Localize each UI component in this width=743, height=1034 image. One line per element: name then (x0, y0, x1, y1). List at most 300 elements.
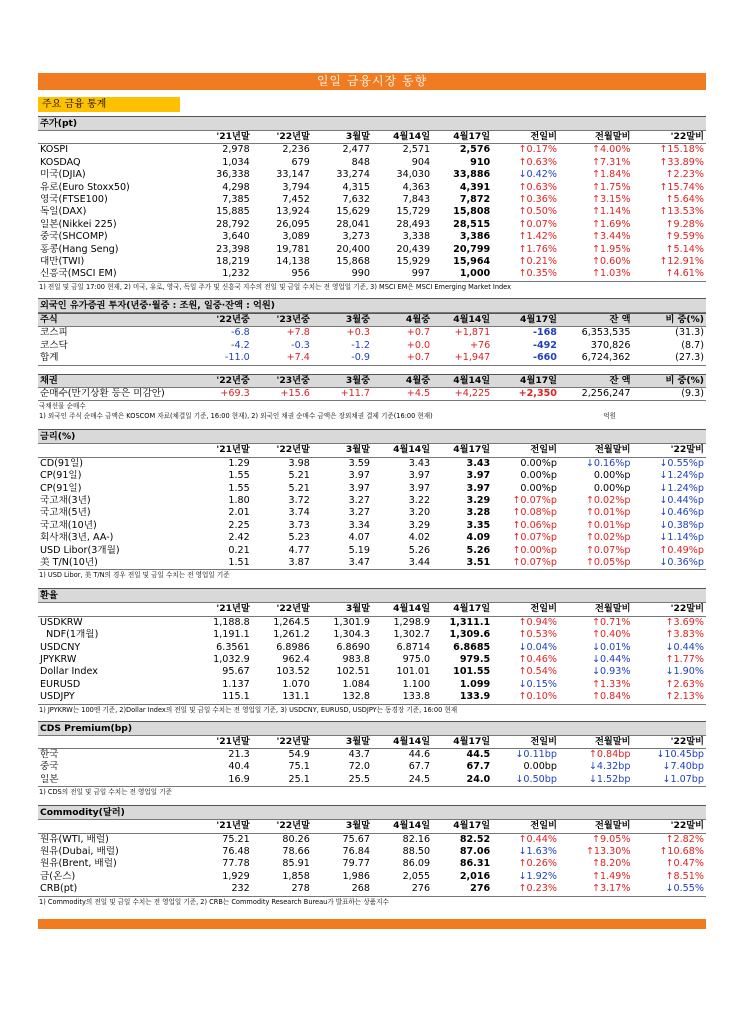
change-cell: ↑2.82% (665, 833, 704, 845)
value-cell: 1.084 (342, 678, 370, 690)
value-cell: +0.7 (372, 352, 432, 365)
table-header-row (38, 374, 706, 387)
value-cell: 23,398 (216, 243, 250, 255)
row-label: 코스피 (40, 327, 68, 339)
column-header: 전일비 (492, 736, 559, 749)
value-cell: 80.26 (282, 833, 310, 845)
column-header: 채권 (38, 374, 192, 387)
rates-table (38, 444, 706, 570)
table-row (38, 774, 706, 787)
row-label: NDF(1개월) (40, 629, 99, 641)
change-cell: ↑0.49%p (659, 544, 704, 556)
value-cell: 1,261.2 (273, 629, 310, 641)
column-header: 4월17일 (492, 313, 559, 326)
value-cell: 3.72 (288, 494, 310, 506)
table-row (38, 545, 706, 557)
value-cell: 848 (351, 156, 370, 168)
value-cell: 3,338 (402, 231, 431, 243)
value-cell: 86.31 (459, 858, 491, 870)
change-cell: ↓0.11bp (515, 749, 557, 761)
table-row (38, 470, 706, 482)
column-header: '22년말 (252, 736, 312, 749)
value-cell: 2.42 (228, 532, 250, 544)
foreign-header: 외국인 유가증권 투자(년중·월중 : 조원, 일중·잔액 : 억원) (38, 298, 706, 313)
change-cell: ↓7.40bp (662, 761, 704, 773)
row-label: 원유(WTI, 배럴) (40, 833, 109, 845)
value-cell: 1.80 (228, 494, 250, 506)
column-header: '22말비 (632, 444, 706, 457)
change-cell: ↓1.63% (518, 846, 557, 858)
column-header: 3월말 (312, 603, 372, 616)
value-cell: 16.9 (192, 774, 252, 787)
change-cell: ↓0.44% (591, 654, 631, 665)
value-cell: 75.1 (288, 761, 310, 773)
column-header: 전월말비 (559, 603, 632, 616)
value-cell: 131.1 (252, 691, 312, 704)
value-cell: 1,232 (192, 268, 252, 281)
cds-note: 1) CDS의 전일 및 금일 수치는 전 영업일 기준 (39, 788, 172, 797)
value-cell: 15,629 (336, 206, 370, 218)
change-cell: ↑12.91% (659, 256, 704, 268)
value-cell: 7,385 (222, 194, 250, 206)
change-cell: ↓1.24%p (659, 482, 704, 494)
value-cell: 33,886 (453, 169, 491, 181)
change-cell: ↑5.14% (665, 243, 704, 255)
change-cell: ↑0.17% (518, 144, 557, 156)
row-label: 원유(Dubai, 배럴) (40, 846, 119, 858)
column-header: '22년말 (252, 444, 312, 457)
value-cell: 78.66 (282, 846, 310, 858)
table-row (38, 833, 706, 846)
column-header: 4월17일 (432, 736, 492, 749)
value-cell: 3.43 (408, 457, 431, 469)
value-cell: +7.8 (286, 327, 310, 339)
change-cell: ↑0.40% (591, 629, 631, 641)
value-cell: 370,826 (590, 339, 631, 351)
change-cell: ↑1.95% (591, 243, 631, 255)
value-cell: +1,871 (454, 327, 491, 339)
change-cell: ↑0.50% (518, 206, 557, 218)
commodity-section (38, 805, 706, 906)
value-cell: 1.29 (228, 457, 250, 469)
change-cell: ↑0.07%p (512, 532, 557, 544)
column-header: 4월17일 (432, 603, 492, 616)
change-cell: ↑0.00%p (512, 544, 557, 556)
row-label: 국고채(3년) (40, 494, 91, 506)
value-cell: 82.52 (459, 833, 491, 845)
value-cell: 103.52 (276, 666, 310, 678)
change-cell: ↑1.14% (591, 206, 631, 218)
change-cell: ↓0.93% (591, 666, 631, 678)
row-label: 한국 (40, 749, 59, 761)
value-cell: 88.50 (402, 846, 431, 858)
value-cell: 3.74 (288, 507, 310, 519)
column-header: 비 중(%) (632, 374, 706, 387)
value-cell: 6,353,535 (581, 327, 631, 339)
column-header: 전일비 (492, 820, 559, 833)
value-cell: 3.97 (408, 482, 431, 494)
value-cell: 101.55 (453, 666, 491, 678)
change-cell: ↑1.76% (518, 243, 557, 255)
change-cell: ↑0.05%p (559, 557, 632, 570)
column-header: 4월중 (372, 374, 432, 387)
row-label: JPYKRW (40, 654, 77, 665)
value-cell: 1,304.3 (333, 629, 370, 641)
column-header: 비 중(%) (632, 313, 706, 326)
column-header: '22말비 (632, 131, 706, 144)
value-cell: 95.67 (222, 666, 250, 678)
value-cell: 3.59 (348, 457, 370, 469)
value-cell: 1,032.9 (213, 654, 250, 665)
value-cell: 4.07 (348, 532, 370, 544)
change-cell: ↑0.84% (559, 691, 632, 704)
value-cell: 3.97 (466, 482, 491, 494)
value-cell: (27.3) (632, 352, 706, 365)
column-header: 4월14일 (372, 736, 432, 749)
value-cell: 6.3561 (216, 641, 250, 653)
change-cell: ↑1.75% (591, 181, 631, 193)
column-header: '21년말 (192, 820, 252, 833)
value-cell: 3,386 (459, 231, 491, 243)
value-cell: 3.97 (466, 470, 491, 482)
table-row (38, 219, 706, 231)
table-header-row (38, 444, 706, 457)
change-cell: 0.00%p (593, 470, 631, 482)
value-cell: 2,236 (282, 144, 310, 156)
change-cell: ↑8.20% (591, 858, 631, 870)
change-cell: 0.00%p (520, 470, 557, 482)
value-cell: 5.21 (288, 470, 310, 482)
value-cell: 77.78 (222, 858, 250, 870)
value-cell: 4,298 (222, 181, 250, 193)
table-row (38, 507, 706, 519)
value-cell: -6.8 (231, 327, 250, 339)
column-header (38, 736, 192, 749)
table-row (38, 244, 706, 256)
row-label: 코스닥 (40, 339, 68, 351)
row-label: CRB(pt) (38, 883, 192, 896)
table-row (38, 846, 706, 858)
row-label: USD Libor(3개월) (40, 544, 120, 556)
column-header: '21년말 (192, 603, 252, 616)
value-cell: 3.51 (432, 557, 492, 570)
fx-note: 1) JPYKRW는 100엔 기준, 2)Dollar Index의 전일 및 금일 수치는 전 영업일 기준, 3) USDCNY, EURUSD, USDJPY는 동경장 기준, 16:00 현재 (39, 705, 458, 714)
table-row (38, 144, 706, 157)
change-cell: ↑0.06%p (512, 519, 557, 531)
row-label: KOSPI (40, 144, 69, 156)
foreign-note2-text: 1) 외국인 주식 순매수 금액은 KOSCOM 자료(체결일 기준, 16:00 현재), 2) 외국인 채권 순매수 금액은 장외채권 결제 기준(16:00 현재) (39, 412, 433, 421)
change-cell: ↓0.42% (518, 169, 557, 181)
value-cell: +4,225 (432, 387, 492, 400)
column-header: 4월14일 (372, 603, 432, 616)
value-cell: 3.97 (348, 470, 370, 482)
value-cell: 232 (192, 883, 252, 896)
change-cell: ↑2.63% (665, 678, 704, 690)
column-header: 4월17일 (432, 444, 492, 457)
value-cell: 1.070 (282, 678, 310, 690)
value-cell: 67.7 (466, 761, 491, 773)
value-cell: 20,400 (336, 243, 370, 255)
value-cell: 82.16 (402, 833, 431, 845)
table-row (38, 352, 706, 365)
value-cell: 3.44 (372, 557, 432, 570)
change-cell: ↑3.44% (591, 231, 631, 243)
change-cell: ↑5.64% (665, 194, 704, 206)
table-row (38, 883, 706, 896)
value-cell: +0.3 (346, 327, 370, 339)
change-cell: ↑0.60% (591, 256, 631, 268)
column-header: 전일비 (492, 603, 559, 616)
change-cell: ↑10.68% (659, 846, 704, 858)
value-cell: 983.8 (342, 654, 370, 665)
bottom-bar (38, 919, 706, 929)
column-header: '22년말 (252, 131, 312, 144)
table-row (38, 340, 706, 352)
row-label: 회사채(3년, AA-) (40, 532, 114, 544)
value-cell: 4.02 (408, 532, 431, 544)
table-row (38, 629, 706, 641)
value-cell: 3,273 (342, 231, 370, 243)
change-cell: ↓0.46%p (659, 507, 704, 519)
change-cell: 0.00%p (520, 482, 557, 494)
value-cell: 21.3 (228, 749, 250, 761)
value-cell: 3.87 (252, 557, 312, 570)
report-subtitle: 주요 금융 통계 (38, 97, 180, 112)
value-cell: +4.5 (372, 387, 432, 400)
value-cell: 86.09 (402, 858, 431, 870)
change-cell: ↑2.13% (632, 691, 706, 704)
change-cell: ↑0.46% (518, 654, 557, 665)
change-cell: ↑0.44% (518, 833, 557, 845)
value-cell: 18,219 (216, 256, 250, 268)
value-cell: +7.4 (252, 352, 312, 365)
change-cell: ↑1.69% (591, 218, 631, 230)
change-cell: ↓0.01% (591, 641, 631, 653)
column-header (38, 603, 192, 616)
change-cell: ↑0.63% (518, 181, 557, 193)
change-cell: ↑15.74% (659, 181, 704, 193)
value-cell: 5.21 (288, 482, 310, 494)
column-header: '22년중 (192, 374, 252, 387)
value-cell: 975.0 (402, 654, 431, 665)
row-label: 일본(Nikkei 225) (40, 218, 117, 230)
change-cell: ↑0.02%p (585, 532, 631, 544)
column-header: '22말비 (632, 820, 706, 833)
row-label: USDCNY (40, 641, 81, 653)
row-label: 국고채(10년) (40, 519, 97, 531)
column-header (38, 820, 192, 833)
change-cell: ↑1.49% (591, 870, 631, 882)
value-cell: 33,274 (336, 169, 370, 181)
value-cell: 1,301.9 (333, 616, 370, 628)
change-cell: ↑0.35% (492, 268, 559, 281)
foreign-note1: 국채선물 순매수 (39, 402, 86, 411)
value-cell: 3.22 (408, 494, 431, 506)
table-row (38, 157, 706, 169)
change-cell: ↑2.23% (665, 169, 704, 181)
foreign-note2 (38, 411, 706, 421)
value-cell: -11.0 (192, 352, 252, 365)
value-cell: 2,477 (342, 144, 370, 156)
value-cell: 2,978 (222, 144, 250, 156)
value-cell: 1,298.9 (393, 616, 431, 628)
table-row (38, 616, 706, 629)
value-cell: 13,924 (276, 206, 310, 218)
value-cell: 3.27 (348, 494, 370, 506)
table-row (38, 387, 706, 400)
value-cell: 1.099 (459, 678, 491, 690)
change-cell: ↓1.24%p (659, 470, 704, 482)
change-cell: ↓10.45bp (656, 749, 704, 761)
table-row (38, 557, 706, 570)
row-label: USDKRW (40, 616, 83, 628)
change-cell: ↑0.53% (518, 629, 557, 641)
value-cell: (31.3) (675, 327, 704, 339)
value-cell: 28,515 (453, 218, 491, 230)
value-cell: 1,302.7 (393, 629, 431, 641)
table-row (38, 206, 706, 218)
value-cell: 3.34 (348, 519, 370, 531)
value-cell: 3.29 (466, 494, 491, 506)
value-cell: 1,309.6 (449, 629, 491, 641)
value-cell: 2,576 (459, 144, 491, 156)
value-cell: 3.20 (408, 507, 431, 519)
report-title: 일일 금융시장 동향 (38, 73, 706, 90)
value-cell: 24.0 (432, 774, 492, 787)
column-header: 4월17일 (432, 820, 492, 833)
value-cell: 6.8690 (336, 641, 370, 653)
value-cell: -168 (532, 327, 557, 339)
change-cell: ↓1.90% (665, 666, 704, 678)
change-cell: ↑0.23% (492, 883, 559, 896)
change-cell: ↓0.15% (518, 678, 557, 690)
value-cell: +0.7 (406, 327, 431, 339)
foreign-stock-table (38, 313, 706, 366)
row-label: 원유(Brent, 배럴) (40, 858, 117, 870)
change-cell: ↓0.44% (665, 641, 704, 653)
row-label: 미국(DJIA) (40, 169, 86, 181)
value-cell: 28,792 (216, 218, 250, 230)
column-header: 3월중 (312, 313, 372, 326)
column-header: 전월말비 (559, 131, 632, 144)
value-cell: 276 (432, 883, 492, 896)
row-label: CP(91일) (40, 470, 82, 482)
column-header: 4월중 (372, 313, 432, 326)
change-cell: ↑0.10% (492, 691, 559, 704)
table-row (38, 871, 706, 883)
value-cell: 3,089 (282, 231, 310, 243)
value-cell: 3.98 (288, 457, 310, 469)
column-header: '22년말 (252, 603, 312, 616)
commodity-table (38, 820, 706, 896)
value-cell: 679 (291, 156, 310, 168)
row-label: 합계 (38, 352, 192, 365)
change-cell: ↑0.36% (518, 194, 557, 206)
value-cell: -1.2 (351, 339, 370, 351)
cds-header: CDS Premium(bp) (38, 721, 706, 736)
row-label: 유로(Euro Stoxx50) (40, 181, 130, 193)
row-label: 중국(SHCOMP) (40, 231, 108, 243)
change-cell: ↑0.47% (665, 858, 704, 870)
change-cell: ↑0.07% (518, 218, 557, 230)
column-header: 전월말비 (559, 820, 632, 833)
value-cell: 3.73 (288, 519, 310, 531)
column-header: 잔 액 (559, 374, 632, 387)
change-cell: ↓0.38%p (659, 519, 704, 531)
change-cell: ↑0.07%p (492, 557, 559, 570)
value-cell: +1,947 (432, 352, 492, 365)
value-cell: 979.5 (459, 654, 491, 665)
column-header: 주식 (38, 313, 192, 326)
value-cell: 3.35 (466, 519, 491, 531)
column-header: '22년중 (192, 313, 252, 326)
column-header: 잔 액 (559, 313, 632, 326)
change-cell: ↑9.59% (665, 231, 704, 243)
change-cell: ↓1.14%p (659, 532, 704, 544)
value-cell: 44.5 (466, 749, 491, 761)
change-cell: ↑4.61% (632, 268, 706, 281)
row-label: 국고채(5년) (40, 507, 91, 519)
value-cell: 278 (252, 883, 312, 896)
table-row (38, 268, 706, 281)
fx-section (38, 588, 706, 714)
column-header (38, 444, 192, 457)
value-cell: 4,315 (342, 181, 370, 193)
value-cell: 7,452 (282, 194, 310, 206)
value-cell: 2,016 (459, 870, 491, 882)
change-cell: ↓0.55%p (659, 457, 704, 469)
change-cell: ↑0.26% (518, 858, 557, 870)
rates-section (38, 429, 706, 580)
value-cell: 1.51 (192, 557, 252, 570)
column-header: 4월17일 (492, 374, 559, 387)
value-cell: 3,794 (282, 181, 310, 193)
table-row (38, 495, 706, 507)
value-cell: -0.3 (291, 339, 310, 351)
value-cell: 102.51 (336, 666, 370, 678)
value-cell: 268 (312, 883, 372, 896)
value-cell: -4.2 (231, 339, 250, 351)
value-cell: 7,632 (342, 194, 370, 206)
value-cell: +69.3 (192, 387, 252, 400)
value-cell: 72.0 (348, 761, 370, 773)
column-header: 3월말 (312, 736, 372, 749)
change-cell: ↑1.42% (518, 231, 557, 243)
value-cell: 44.6 (408, 749, 431, 761)
stocks-table (38, 131, 706, 282)
change-cell: ↑13.53% (659, 206, 704, 218)
column-header: '21년말 (192, 131, 252, 144)
value-cell: 40.4 (228, 761, 250, 773)
table-header-row (38, 820, 706, 833)
table-row (38, 327, 706, 340)
change-cell: ↑1.77% (665, 654, 704, 665)
table-header-row (38, 313, 706, 326)
change-cell: ↑0.63% (518, 156, 557, 168)
value-cell: 26,095 (276, 218, 310, 230)
column-header: 전월말비 (559, 736, 632, 749)
value-cell: 75.67 (342, 833, 370, 845)
value-cell: 5.23 (288, 532, 310, 544)
stocks-note: 1) 전일 및 금일 17:00 현재, 2) 미국, 유로, 영국, 독일 주가 및 신흥국 지수의 전일 및 금일 수치는 전 영업일 기준, 3) MSCI EM은 MSCI Emerging Market Index (39, 282, 512, 291)
change-cell: ↑0.94% (518, 616, 557, 628)
value-cell: 24.5 (372, 774, 432, 787)
foreign-bond-table (38, 374, 706, 402)
value-cell: 15,729 (396, 206, 431, 218)
value-cell: 2.25 (228, 519, 250, 531)
value-cell: +2,350 (492, 387, 559, 400)
value-cell: 20,439 (396, 243, 431, 255)
